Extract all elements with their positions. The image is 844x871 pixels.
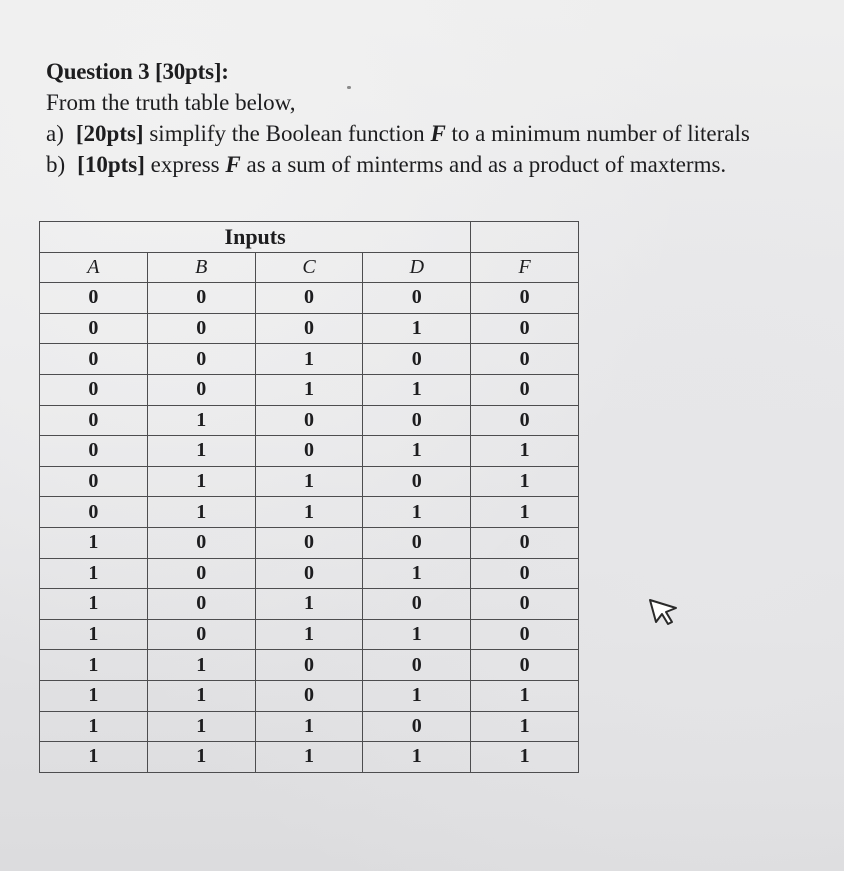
cell-d: 0	[363, 405, 471, 436]
question-part-a	[46, 118, 826, 149]
cell-d: 0	[363, 650, 471, 681]
table-group-header-row	[40, 222, 579, 253]
cell-b: 1	[147, 742, 255, 773]
cell-b: 1	[147, 680, 255, 711]
question-block	[46, 56, 826, 180]
cell-c: 0	[255, 558, 363, 589]
cell-f: 0	[471, 313, 579, 344]
cell-f: 1	[471, 711, 579, 742]
cell-b: 0	[147, 589, 255, 620]
cell-a: 0	[40, 313, 148, 344]
table-row	[40, 497, 579, 528]
cell-a: 1	[40, 619, 148, 650]
table-row	[40, 527, 579, 558]
table-row	[40, 558, 579, 589]
cell-a: 0	[40, 405, 148, 436]
table-row	[40, 436, 579, 467]
column-header-f: F	[471, 252, 579, 283]
cell-c: 1	[255, 497, 363, 528]
cell-f: 0	[471, 650, 579, 681]
cell-d: 0	[363, 344, 471, 375]
cell-b: 1	[147, 405, 255, 436]
table-row	[40, 650, 579, 681]
column-header-b: B	[147, 252, 255, 283]
cell-c: 0	[255, 650, 363, 681]
cell-a: 1	[40, 742, 148, 773]
inputs-header: Inputs	[40, 222, 471, 253]
cell-c: 1	[255, 711, 363, 742]
question-part-b	[46, 149, 826, 180]
cell-b: 0	[147, 619, 255, 650]
part-text-after: as a sum of minterms and as a product of maxterms.	[246, 152, 727, 177]
function-variable: F	[225, 152, 241, 177]
cell-f: 1	[471, 742, 579, 773]
table-row	[40, 344, 579, 375]
cell-b: 0	[147, 283, 255, 314]
cell-f: 0	[471, 283, 579, 314]
cell-f: 0	[471, 344, 579, 375]
cell-c: 0	[255, 680, 363, 711]
part-marker: a)	[46, 121, 64, 146]
truth-table	[39, 221, 579, 773]
cell-d: 1	[363, 619, 471, 650]
question-intro: From the truth table below,	[46, 90, 296, 115]
part-marker: b)	[46, 152, 66, 177]
cell-d: 1	[363, 374, 471, 405]
table-row	[40, 466, 579, 497]
cell-c: 0	[255, 313, 363, 344]
cell-a: 0	[40, 344, 148, 375]
cell-b: 0	[147, 558, 255, 589]
cell-a: 0	[40, 283, 148, 314]
cell-f: 1	[471, 436, 579, 467]
cell-b: 0	[147, 344, 255, 375]
table-row	[40, 405, 579, 436]
cell-a: 0	[40, 374, 148, 405]
cell-a: 1	[40, 558, 148, 589]
table-row	[40, 680, 579, 711]
cell-b: 1	[147, 436, 255, 467]
cell-f: 0	[471, 374, 579, 405]
cell-a: 0	[40, 436, 148, 467]
cell-c: 0	[255, 527, 363, 558]
cell-d: 1	[363, 742, 471, 773]
dust-speck	[347, 86, 351, 89]
cell-d: 1	[363, 680, 471, 711]
cell-c: 1	[255, 374, 363, 405]
part-text-after: to a minimum number of literals	[451, 121, 750, 146]
cell-b: 1	[147, 711, 255, 742]
cell-a: 1	[40, 589, 148, 620]
cell-c: 0	[255, 283, 363, 314]
part-points: [10pts]	[77, 152, 145, 177]
cell-d: 1	[363, 497, 471, 528]
cell-c: 1	[255, 619, 363, 650]
cell-c: 1	[255, 589, 363, 620]
cell-f: 0	[471, 558, 579, 589]
cell-d: 0	[363, 283, 471, 314]
table-column-header-row	[40, 252, 579, 283]
table-body	[40, 283, 579, 773]
table-row	[40, 313, 579, 344]
cell-b: 1	[147, 466, 255, 497]
cell-c: 0	[255, 436, 363, 467]
output-group-header	[471, 222, 579, 253]
column-header-d: D	[363, 252, 471, 283]
cell-f: 1	[471, 466, 579, 497]
table-row	[40, 742, 579, 773]
cell-b: 0	[147, 527, 255, 558]
cell-a: 1	[40, 527, 148, 558]
pointer-arrow-icon	[646, 594, 682, 630]
cell-b: 1	[147, 650, 255, 681]
cell-f: 0	[471, 405, 579, 436]
cell-a: 1	[40, 650, 148, 681]
cell-b: 0	[147, 374, 255, 405]
part-text-before: express	[150, 152, 220, 177]
cell-f: 0	[471, 619, 579, 650]
function-variable: F	[430, 121, 446, 146]
cell-c: 1	[255, 466, 363, 497]
cell-a: 0	[40, 497, 148, 528]
question-title: Question 3 [30pts]:	[46, 59, 229, 84]
cell-f: 0	[471, 589, 579, 620]
column-header-a: A	[40, 252, 148, 283]
cell-a: 1	[40, 711, 148, 742]
table-row	[40, 711, 579, 742]
cell-c: 1	[255, 742, 363, 773]
table-row	[40, 283, 579, 314]
cell-f: 0	[471, 527, 579, 558]
column-header-c: C	[255, 252, 363, 283]
cell-d: 1	[363, 436, 471, 467]
cell-b: 1	[147, 497, 255, 528]
part-text-before: simplify the Boolean function	[149, 121, 425, 146]
cell-d: 0	[363, 527, 471, 558]
cell-a: 0	[40, 466, 148, 497]
cell-d: 1	[363, 558, 471, 589]
cell-c: 0	[255, 405, 363, 436]
table-row	[40, 374, 579, 405]
cell-f: 1	[471, 680, 579, 711]
cell-d: 0	[363, 711, 471, 742]
cell-f: 1	[471, 497, 579, 528]
cell-a: 1	[40, 680, 148, 711]
table-row	[40, 589, 579, 620]
part-points: [20pts]	[75, 121, 144, 146]
cell-d: 0	[363, 589, 471, 620]
cell-c: 1	[255, 344, 363, 375]
table-row	[40, 619, 579, 650]
cell-d: 0	[363, 466, 471, 497]
cell-b: 0	[147, 313, 255, 344]
cell-d: 1	[363, 313, 471, 344]
